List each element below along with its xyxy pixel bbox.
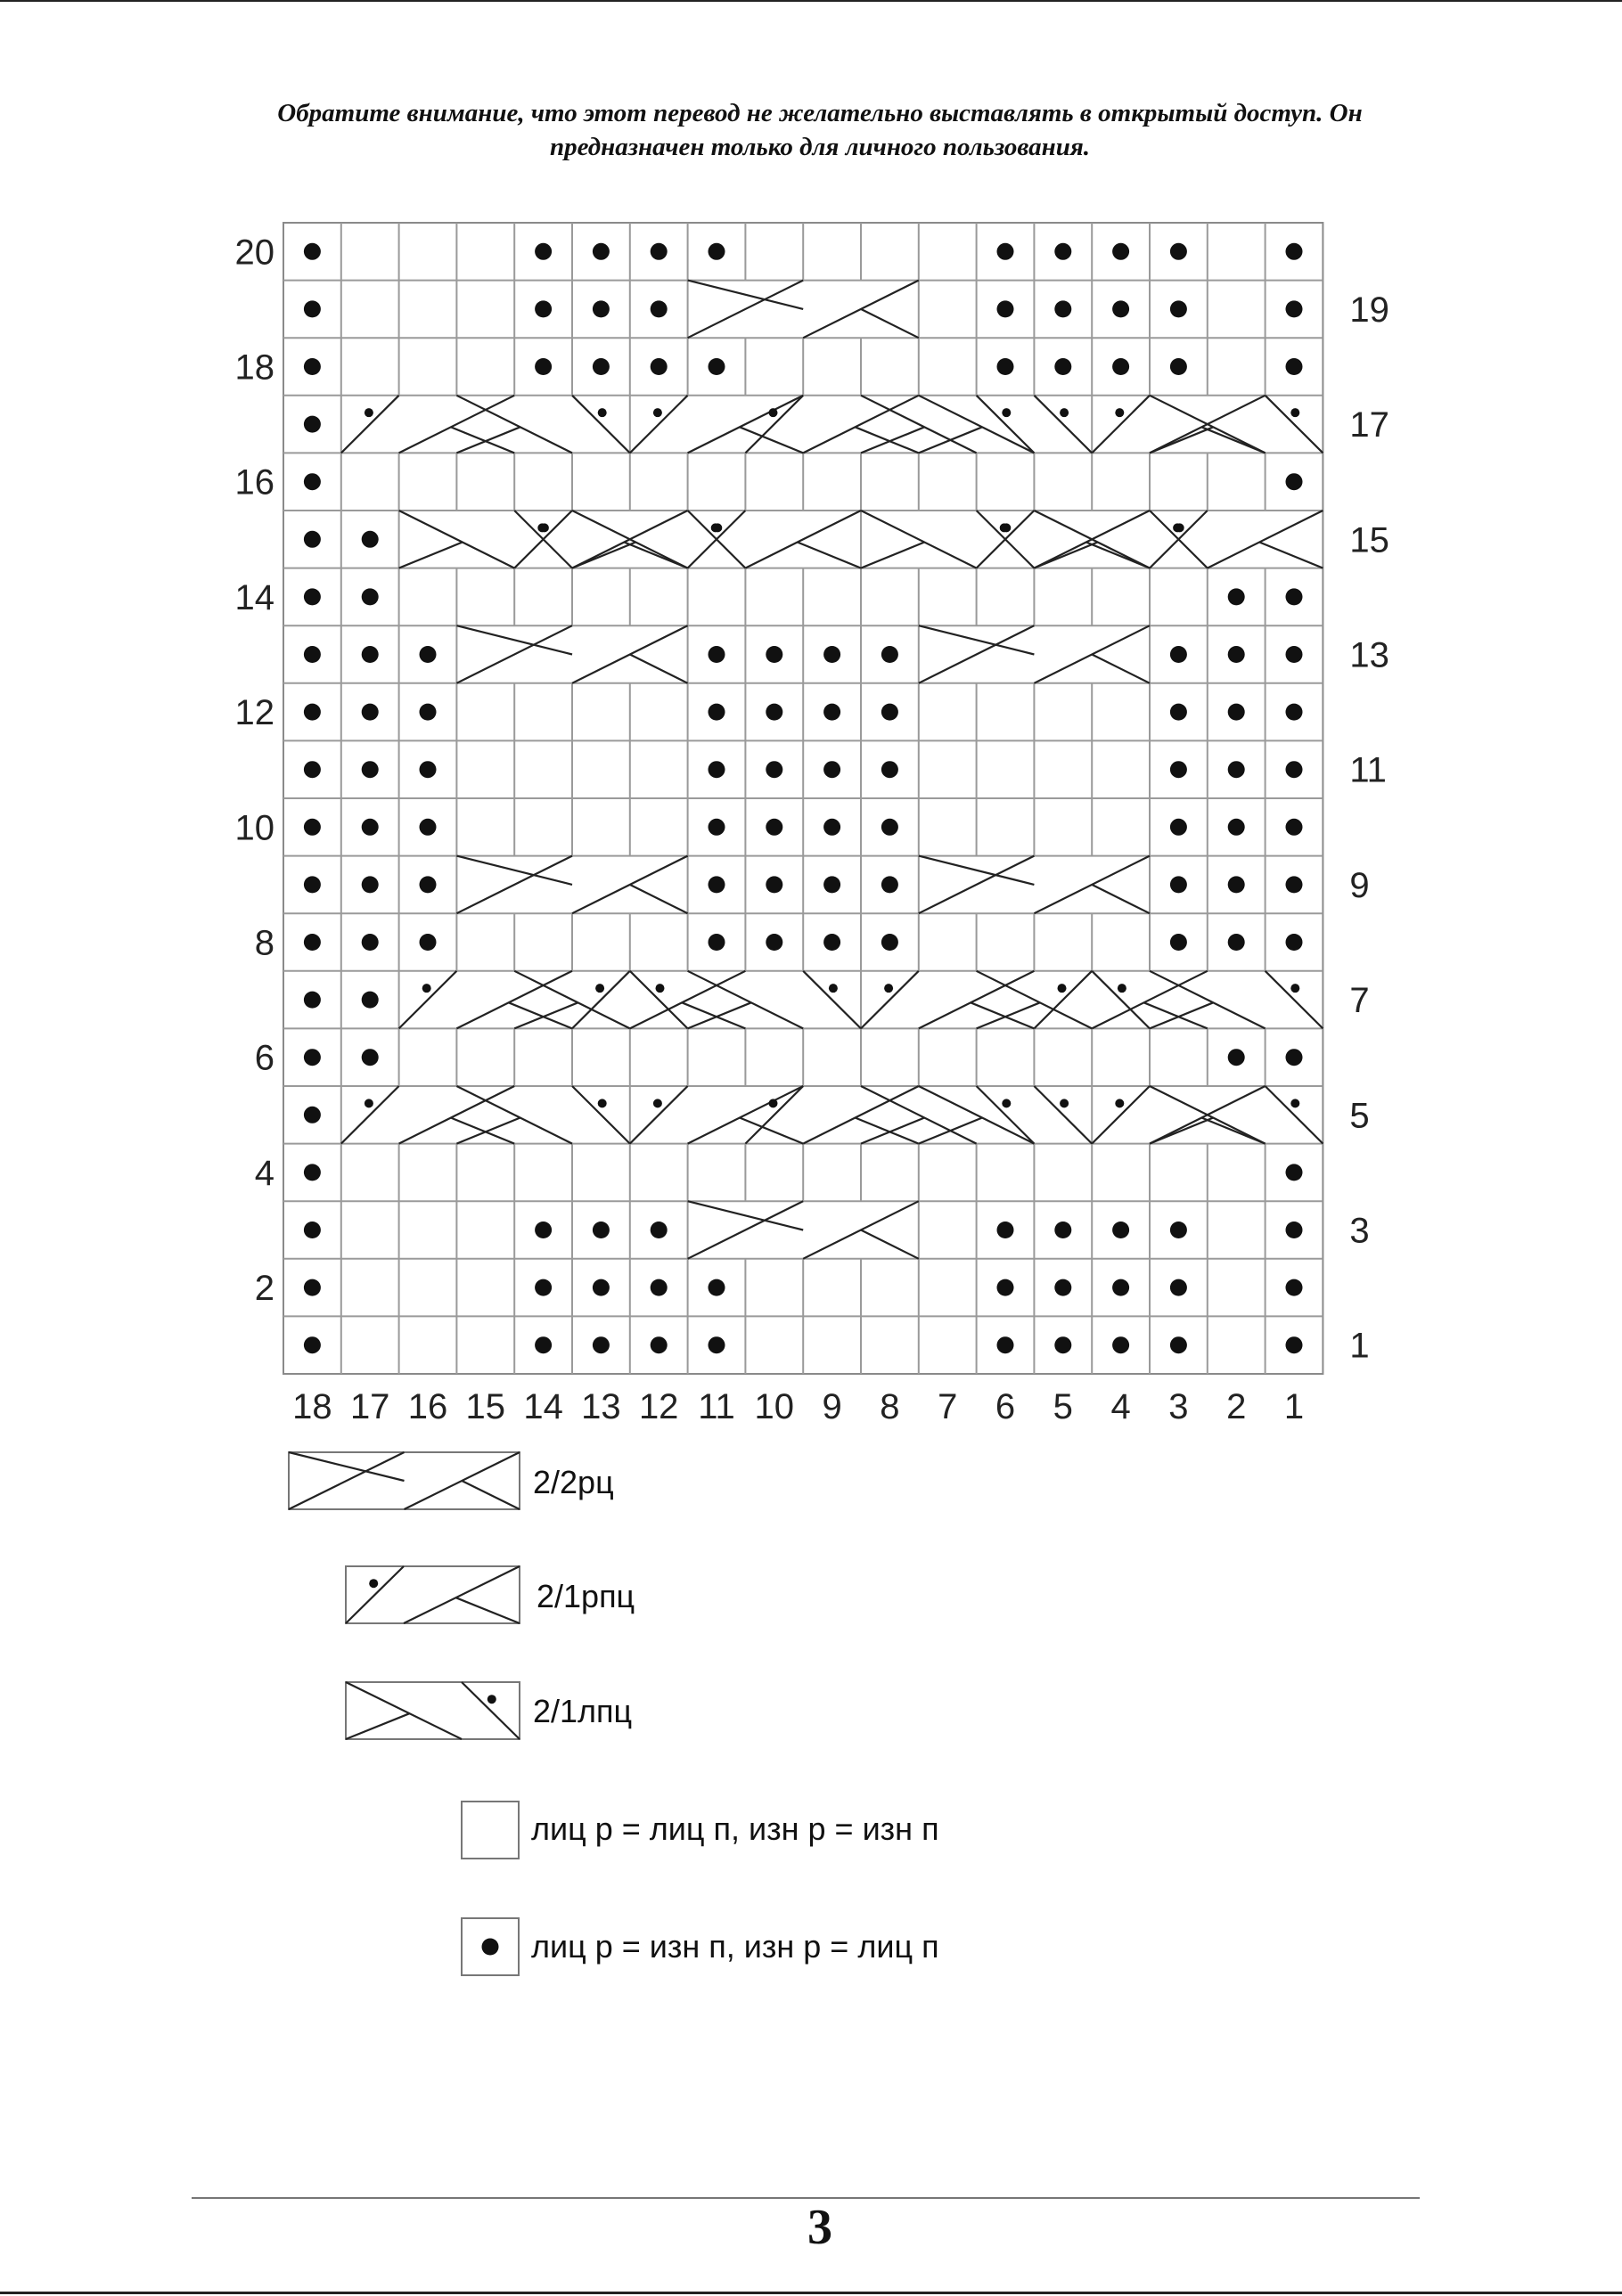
purl-dot bbox=[1170, 1222, 1187, 1238]
cable-2-1-right-symbol bbox=[341, 1086, 514, 1144]
purl-dot bbox=[1170, 819, 1187, 836]
purl-dot bbox=[362, 1049, 379, 1066]
cable-2-1-right-symbol bbox=[1092, 1086, 1265, 1144]
purl-dot bbox=[651, 243, 668, 260]
cable-2-2-symbol bbox=[688, 1201, 919, 1259]
purl-dot bbox=[304, 992, 321, 1009]
row-label-left: 10 bbox=[234, 808, 274, 848]
cable-2-1-left-symbol bbox=[688, 971, 861, 1029]
purl-dot bbox=[304, 1336, 321, 1353]
purl-dot bbox=[823, 934, 840, 951]
purl-dot bbox=[709, 761, 725, 778]
purl-dot bbox=[593, 358, 610, 375]
purl-dot bbox=[1054, 243, 1071, 260]
purl-dot bbox=[1286, 588, 1303, 605]
purl-dot bbox=[304, 416, 321, 433]
cable-2-1-right-symbol bbox=[745, 1086, 918, 1144]
column-label: 2 bbox=[1226, 1387, 1247, 1426]
purl-dot bbox=[709, 704, 725, 721]
purl-dot bbox=[1054, 1336, 1071, 1353]
purl-dot bbox=[881, 646, 898, 663]
purl-dot bbox=[420, 934, 437, 951]
legend-label-2-2-cable: 2/2рц bbox=[533, 1464, 614, 1500]
purl-dot bbox=[1286, 300, 1303, 317]
legend-frame-2-1-right-cable bbox=[346, 1566, 520, 1623]
purl-dot bbox=[1054, 1279, 1071, 1296]
cable-2-1-left-symbol bbox=[456, 1086, 629, 1144]
chart-labels bbox=[235, 233, 1389, 1426]
purl-dot bbox=[304, 704, 321, 721]
purl-dot bbox=[535, 1279, 552, 1296]
purl-dot bbox=[1286, 761, 1303, 778]
purl-dot bbox=[709, 934, 725, 951]
row-label-left: 18 bbox=[234, 347, 274, 388]
column-label: 4 bbox=[1110, 1387, 1131, 1426]
notice-line-2: предназначен только для личного пользования. bbox=[549, 133, 1091, 161]
cable-2-1-left-symbol bbox=[1150, 396, 1323, 453]
row-label-right: 3 bbox=[1349, 1211, 1370, 1251]
cable-2-1-right-symbol bbox=[341, 396, 514, 453]
row-label-left: 16 bbox=[234, 462, 274, 503]
purl-dot bbox=[1286, 243, 1303, 260]
cable-2-1-left-symbol bbox=[1150, 971, 1323, 1029]
purl-dot bbox=[881, 876, 898, 893]
purl-dot bbox=[420, 646, 437, 663]
purl-dot bbox=[1170, 243, 1187, 260]
row-label-left: 20 bbox=[234, 233, 274, 273]
row-label-right: 15 bbox=[1349, 520, 1389, 560]
purl-dot bbox=[766, 761, 782, 778]
purl-dot bbox=[997, 243, 1014, 260]
column-label: 11 bbox=[698, 1387, 735, 1426]
purl-dot bbox=[304, 761, 321, 778]
purl-dot bbox=[651, 300, 668, 317]
purl-dot bbox=[997, 1222, 1014, 1238]
purl-dot bbox=[651, 1279, 668, 1296]
column-label: 14 bbox=[523, 1387, 563, 1426]
row-label-left: 2 bbox=[254, 1269, 274, 1309]
purl-dot bbox=[304, 819, 321, 836]
purl-dot bbox=[1286, 934, 1303, 951]
column-label: 18 bbox=[292, 1387, 332, 1426]
purl-dot bbox=[1286, 704, 1303, 721]
purl-dot bbox=[823, 704, 840, 721]
purl-dot bbox=[881, 704, 898, 721]
cable-2-1-left-symbol bbox=[861, 396, 1034, 453]
purl-dot bbox=[420, 704, 437, 721]
purl-dot bbox=[593, 1336, 610, 1353]
column-label: 12 bbox=[638, 1387, 679, 1426]
legend-icon-2-2-cable bbox=[289, 1452, 520, 1509]
purl-dot bbox=[420, 876, 437, 893]
purl-dot bbox=[1286, 819, 1303, 836]
purl-dot bbox=[766, 646, 782, 663]
purl-dot bbox=[651, 358, 668, 375]
purl-dot bbox=[1286, 1336, 1303, 1353]
purl-dot bbox=[304, 300, 321, 317]
cable-2-1-left-symbol bbox=[1150, 1086, 1323, 1144]
purl-dot bbox=[362, 646, 379, 663]
purl-dot bbox=[535, 300, 552, 317]
purl-dot bbox=[535, 1222, 552, 1238]
purl-dot bbox=[1170, 646, 1187, 663]
purl-dot bbox=[1170, 358, 1187, 375]
cable-2-1-right-symbol bbox=[688, 511, 861, 568]
purl-dot bbox=[304, 646, 321, 663]
cable-2-2-symbol bbox=[456, 625, 687, 683]
purl-dot bbox=[1170, 300, 1187, 317]
row-label-right: 9 bbox=[1349, 865, 1370, 905]
legend-icon-2-1-right-cable bbox=[346, 1566, 520, 1623]
row-label-left: 12 bbox=[234, 693, 274, 733]
row-label-right: 5 bbox=[1349, 1096, 1370, 1136]
purl-dot bbox=[1112, 1279, 1129, 1296]
purl-dot bbox=[766, 704, 782, 721]
purl-dot bbox=[1286, 1164, 1303, 1181]
purl-dot bbox=[304, 1279, 321, 1296]
purl-dot bbox=[593, 1279, 610, 1296]
purl-dot bbox=[304, 1049, 321, 1066]
purl-dot bbox=[304, 934, 321, 951]
cable-2-1-left-symbol bbox=[1034, 511, 1207, 568]
purl-dot bbox=[766, 819, 782, 836]
purl-dot bbox=[1170, 1336, 1187, 1353]
legend-label-knit: лиц р = лиц п, изн р = изн п bbox=[531, 1810, 939, 1847]
row-label-left: 6 bbox=[254, 1038, 274, 1078]
purl-dot bbox=[823, 876, 840, 893]
legend-icon-purl bbox=[482, 1939, 499, 1956]
purl-dot bbox=[420, 819, 437, 836]
purl-dot bbox=[304, 1222, 321, 1238]
purl-dot bbox=[1112, 300, 1129, 317]
purl-dot bbox=[1286, 1222, 1303, 1238]
column-label: 9 bbox=[822, 1387, 842, 1426]
purl-dot bbox=[304, 1107, 321, 1123]
column-label: 15 bbox=[465, 1387, 506, 1426]
purl-dot bbox=[709, 819, 725, 836]
cable-2-1-right-symbol bbox=[1092, 396, 1265, 453]
cable-2-1-left-symbol bbox=[399, 511, 572, 568]
column-label: 3 bbox=[1168, 1387, 1189, 1426]
purl-dot bbox=[1054, 300, 1071, 317]
purl-dot bbox=[304, 243, 321, 260]
purl-dot bbox=[1228, 646, 1245, 663]
purl-dot bbox=[593, 243, 610, 260]
purl-dot bbox=[823, 646, 840, 663]
purl-dot bbox=[997, 358, 1014, 375]
purl-dot bbox=[304, 531, 321, 548]
purl-dot bbox=[535, 243, 552, 260]
purl-dot bbox=[997, 1336, 1014, 1353]
row-label-left: 14 bbox=[234, 577, 274, 617]
purl-dot bbox=[362, 876, 379, 893]
purl-dot bbox=[304, 876, 321, 893]
purl-dot bbox=[362, 588, 379, 605]
column-label: 10 bbox=[754, 1387, 795, 1426]
legend-icons bbox=[289, 1452, 520, 1975]
purl-dot bbox=[881, 934, 898, 951]
cable-2-1-left-symbol bbox=[861, 1086, 1034, 1144]
purl-dot bbox=[304, 1164, 321, 1181]
purl-dot bbox=[1170, 1279, 1187, 1296]
purl-dot bbox=[823, 761, 840, 778]
bottom-border bbox=[0, 2292, 1622, 2294]
row-label-right: 1 bbox=[1349, 1326, 1370, 1366]
cable-2-1-right-symbol bbox=[630, 396, 803, 453]
purl-dot bbox=[1112, 1222, 1129, 1238]
purl-dot bbox=[535, 358, 552, 375]
page-number: 3 bbox=[807, 2200, 832, 2255]
column-label: 13 bbox=[581, 1387, 621, 1426]
purl-dot bbox=[420, 761, 437, 778]
cable-2-1-right-symbol bbox=[861, 971, 1034, 1029]
column-label: 1 bbox=[1283, 1387, 1305, 1426]
purl-dot bbox=[1228, 704, 1245, 721]
column-label: 17 bbox=[349, 1387, 390, 1426]
purl-dot bbox=[1228, 876, 1245, 893]
purl-dot bbox=[362, 992, 379, 1009]
purl-dot bbox=[362, 531, 379, 548]
purl-dot bbox=[709, 243, 725, 260]
column-label: 7 bbox=[938, 1387, 958, 1426]
legend-label-purl: лиц р = изн п, изн р = лиц п bbox=[531, 1928, 939, 1965]
cable-2-2-symbol bbox=[456, 856, 687, 914]
cable-2-1-right-symbol bbox=[745, 396, 918, 453]
purl-dot bbox=[1054, 358, 1071, 375]
notice-line-1: Обратите внимание, что этот перевод не желательно выставлять в открытый доступ. Он bbox=[277, 99, 1363, 127]
legend-icon-knit bbox=[462, 1802, 519, 1859]
purl-dot bbox=[304, 358, 321, 375]
purl-dot bbox=[881, 761, 898, 778]
cable-2-2-symbol bbox=[919, 625, 1150, 683]
purl-dot bbox=[1112, 358, 1129, 375]
cable-2-1-right-symbol bbox=[630, 1086, 803, 1144]
purl-dot bbox=[881, 819, 898, 836]
legend-label-2-1-left-cable: 2/1лпц bbox=[533, 1693, 633, 1729]
purl-dot bbox=[766, 934, 782, 951]
purl-dot bbox=[1286, 1049, 1303, 1066]
purl-dot bbox=[1286, 358, 1303, 375]
purl-dot bbox=[1286, 473, 1303, 490]
row-label-right: 13 bbox=[1349, 635, 1389, 675]
purl-dot bbox=[362, 819, 379, 836]
purl-dot bbox=[1286, 646, 1303, 663]
cable-2-1-right-symbol bbox=[1150, 511, 1323, 568]
column-label: 8 bbox=[880, 1387, 900, 1426]
cable-2-2-symbol bbox=[688, 281, 919, 339]
purl-dot bbox=[823, 819, 840, 836]
purl-dot bbox=[1228, 761, 1245, 778]
column-label: 16 bbox=[407, 1387, 448, 1426]
purl-dot bbox=[709, 646, 725, 663]
purl-dot bbox=[709, 358, 725, 375]
purl-dot bbox=[1170, 876, 1187, 893]
purl-dot bbox=[362, 704, 379, 721]
purl-dot bbox=[1286, 1279, 1303, 1296]
purl-dot bbox=[1054, 1222, 1071, 1238]
cable-2-1-right-symbol bbox=[977, 511, 1150, 568]
cable-2-1-left-symbol bbox=[572, 511, 745, 568]
purl-dot bbox=[651, 1336, 668, 1353]
legend-frame-2-1-left-cable bbox=[346, 1682, 520, 1739]
purl-dot bbox=[593, 300, 610, 317]
cable-2-1-left-symbol bbox=[861, 511, 1034, 568]
purl-dot bbox=[1112, 1336, 1129, 1353]
purl-dot bbox=[1170, 704, 1187, 721]
cable-2-1-right-symbol bbox=[514, 511, 687, 568]
column-label: 5 bbox=[1053, 1387, 1073, 1426]
purl-dot bbox=[535, 1336, 552, 1353]
purl-dot bbox=[651, 1222, 668, 1238]
purl-dot bbox=[766, 876, 782, 893]
purl-dot bbox=[362, 761, 379, 778]
row-label-right: 7 bbox=[1349, 981, 1370, 1021]
cable-2-2-symbol bbox=[919, 856, 1150, 914]
purl-dot bbox=[362, 934, 379, 951]
purl-dot bbox=[1286, 876, 1303, 893]
row-label-left: 4 bbox=[254, 1153, 274, 1193]
purl-dot bbox=[709, 876, 725, 893]
purl-dot bbox=[1228, 1049, 1245, 1066]
row-label-right: 11 bbox=[1349, 750, 1387, 790]
cable-2-1-right-symbol bbox=[399, 971, 572, 1029]
purl-dot bbox=[304, 473, 321, 490]
purl-dot bbox=[593, 1222, 610, 1238]
column-label: 6 bbox=[995, 1387, 1016, 1426]
purl-dot bbox=[1170, 934, 1187, 951]
purl-dot bbox=[1170, 761, 1187, 778]
purl-dot bbox=[304, 588, 321, 605]
row-label-left: 8 bbox=[254, 923, 274, 963]
row-label-right: 17 bbox=[1349, 405, 1389, 445]
purl-dot bbox=[1228, 588, 1245, 605]
purl-dot bbox=[997, 1279, 1014, 1296]
legend-label-2-1-right-cable: 2/1рпц bbox=[537, 1578, 635, 1614]
purl-dot bbox=[997, 300, 1014, 317]
purl-dot bbox=[1228, 819, 1245, 836]
cable-2-1-left-symbol bbox=[456, 396, 629, 453]
purl-dot bbox=[709, 1279, 725, 1296]
purl-dot bbox=[709, 1336, 725, 1353]
legend-icon-2-1-left-cable bbox=[346, 1682, 520, 1739]
row-label-right: 19 bbox=[1349, 290, 1389, 330]
purl-dot bbox=[1112, 243, 1129, 260]
purl-dot bbox=[1228, 934, 1245, 951]
